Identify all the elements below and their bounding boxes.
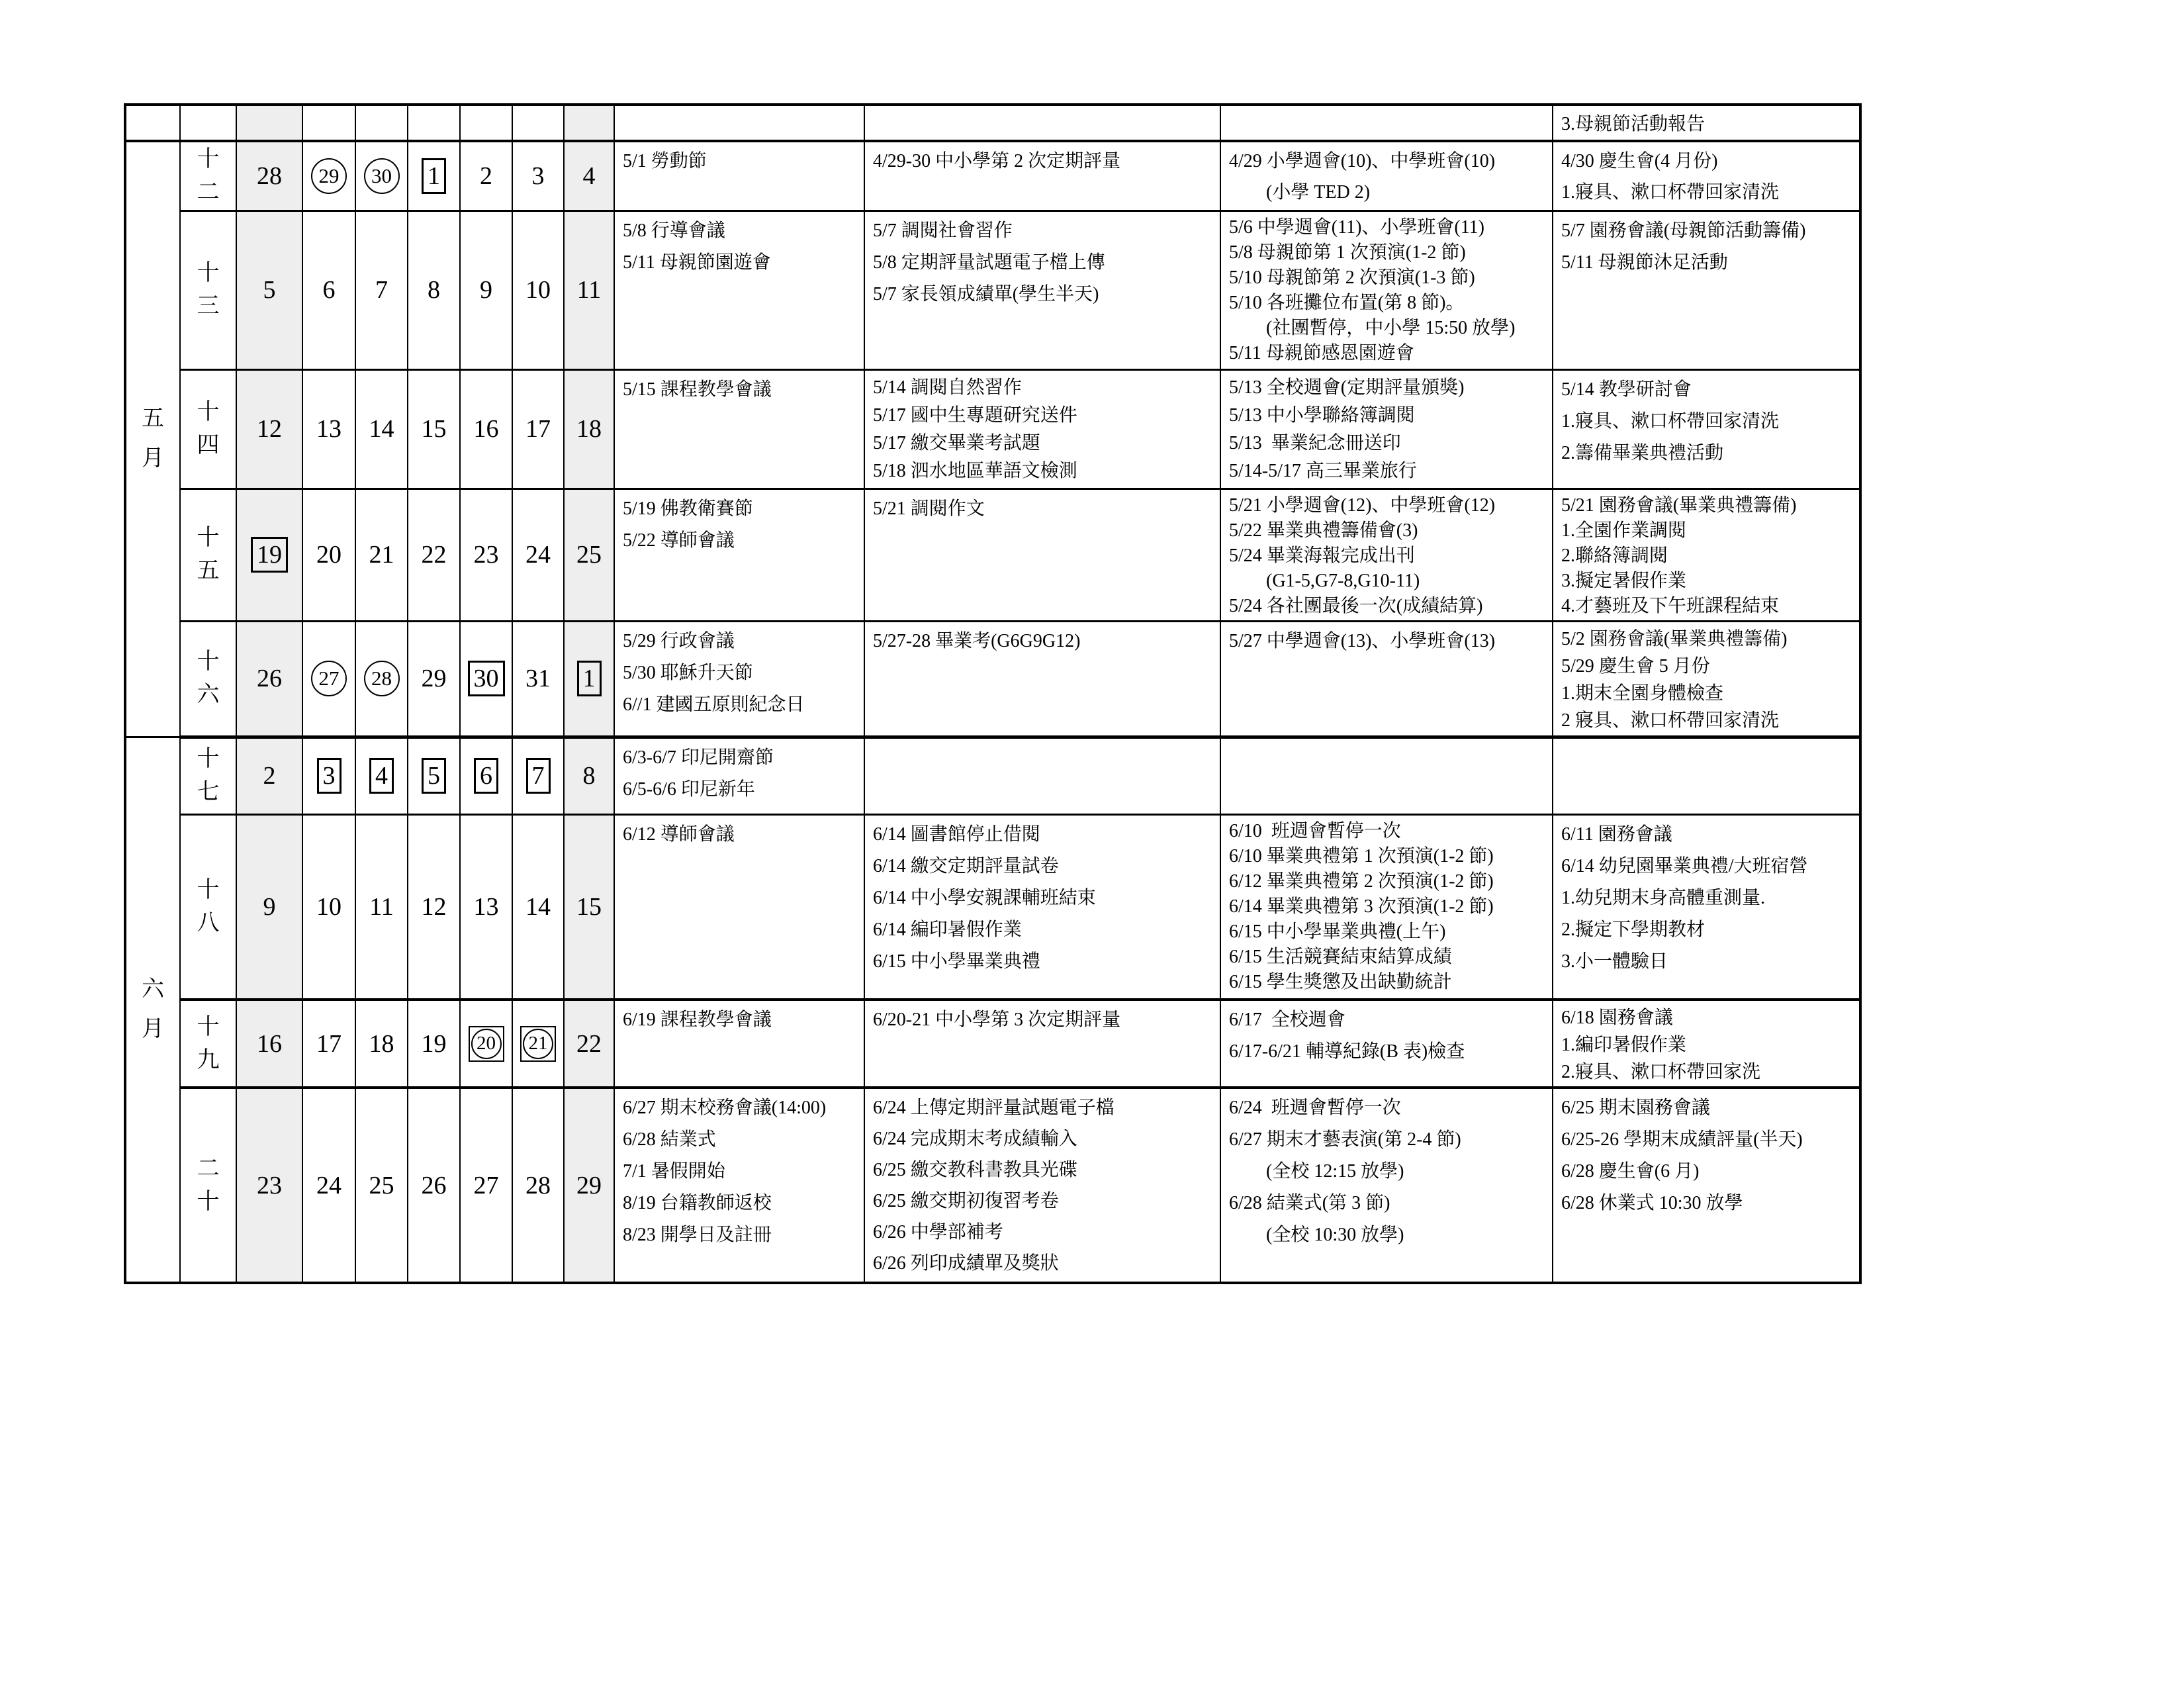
- event-text-line: 2.寢具、漱口杯帶回家洗: [1561, 1062, 1761, 1082]
- kindergarten-events-cell: [1553, 369, 1860, 489]
- event-text-line: 5/8 定期評量試題電子檔上傳: [873, 252, 1105, 273]
- vertical-char: 十: [197, 261, 220, 285]
- event-text-line: 6/25 繳交期初復習考卷: [873, 1191, 1059, 1211]
- week-vertical-label: [181, 401, 236, 457]
- event-text-line: 5/10 各班攤位布置(第 8 節)。: [1229, 292, 1465, 313]
- event-text-line: 6/15 學生獎懲及出缺勤統計: [1229, 971, 1452, 992]
- event-text-line: 2.聯絡簿調閱: [1561, 545, 1668, 566]
- kindergarten-events-cell: [1553, 211, 1860, 369]
- boxed-day-number: 19: [251, 537, 288, 573]
- vertical-char: 六: [142, 977, 164, 1002]
- academic-events-cell: [864, 1088, 1220, 1283]
- circled-day-number: 30: [364, 158, 400, 194]
- circled-day-number: 20: [471, 1029, 502, 1059]
- day-cell: 2: [236, 737, 302, 814]
- week-number-cell: [180, 737, 236, 814]
- kindergarten-events-cell: [1553, 737, 1860, 814]
- event-text-line: 5/14 教學研討會: [1561, 379, 1692, 400]
- day-cell: [302, 141, 355, 211]
- event-text-line: 6/27 期末校務會議(14:00): [623, 1098, 827, 1118]
- event-text-line: 6/14 中小學安親課輔班結束: [873, 887, 1096, 908]
- event-text-line: 5/11 母親節園遊會: [623, 252, 771, 273]
- day-cell: [236, 105, 302, 141]
- event-text-line: 1.編印暑假作業: [1561, 1035, 1687, 1055]
- event-text-line: 5/11 母親節沐足活動: [1561, 252, 1728, 273]
- vertical-char: 三: [197, 294, 220, 318]
- day-cell: 28: [236, 141, 302, 211]
- day-cell: [512, 1000, 564, 1088]
- vertical-char: 七: [197, 780, 220, 804]
- event-text-line: 6/15 生活競賽結束結算成績: [1229, 946, 1452, 967]
- day-cell: 5: [236, 211, 302, 369]
- day-cell: 11: [564, 211, 614, 369]
- day-cell: 7: [355, 211, 408, 369]
- day-cell: 29: [564, 1088, 614, 1283]
- event-text-line: 3.母親節活動報告: [1561, 114, 1706, 134]
- event-text-line: 5/13 畢業紀念冊送印: [1229, 432, 1401, 453]
- academic-events-cell: [864, 105, 1220, 141]
- student-affairs-cell: [1220, 621, 1553, 737]
- circled-day-number: 29: [311, 158, 347, 194]
- vertical-char: 九: [197, 1047, 220, 1072]
- day-cell: 4: [564, 141, 614, 211]
- academic-events-cell: [864, 489, 1220, 621]
- day-cell: 12: [236, 369, 302, 489]
- event-text-line: 1.寢具、漱口杯帶回家清洗: [1561, 410, 1780, 432]
- event-text-line: 6/25 繳交教科書教具光碟: [873, 1160, 1077, 1180]
- circled-day-number: 28: [364, 661, 400, 696]
- boxed-circled-day-number: [520, 1026, 556, 1062]
- event-text-line: 8/23 開學日及註冊: [623, 1225, 772, 1245]
- day-cell: 13: [302, 369, 355, 489]
- event-text-line: 6/15 中小學畢業典禮: [873, 951, 1040, 972]
- week-number-cell: [180, 814, 236, 1000]
- vertical-char: 五: [142, 406, 164, 432]
- week-number-cell: [180, 369, 236, 489]
- event-text-line: 5/10 母親節第 2 次預演(1-3 節): [1229, 267, 1475, 288]
- event-text-line: 2 寢具、漱口杯帶回家清洗: [1561, 710, 1780, 731]
- vertical-char: 十: [197, 400, 220, 424]
- day-cell: [564, 105, 614, 141]
- day-cell: 15: [408, 369, 460, 489]
- day-cell: 24: [302, 1088, 355, 1283]
- event-text-line: 6/27 期末才藝表演(第 2-4 節): [1229, 1129, 1461, 1150]
- student-affairs-cell: [1220, 369, 1553, 489]
- day-cell: 2: [460, 141, 512, 211]
- event-text-line: (小學 TED 2): [1229, 182, 1371, 203]
- vertical-char: 四: [197, 433, 220, 457]
- day-cell: 22: [408, 489, 460, 621]
- day-cell: 16: [236, 1000, 302, 1088]
- event-text-line: 5/14-5/17 高三畢業旅行: [1229, 460, 1417, 481]
- week-number-cell: [180, 1088, 236, 1283]
- event-text-line: 6/14 畢業典禮第 3 次預演(1-2 節): [1229, 896, 1494, 917]
- event-text-line: 1.幼兒期末身高體重測量.: [1561, 887, 1766, 908]
- day-cell: 23: [236, 1088, 302, 1283]
- festival-events-cell: [614, 737, 864, 814]
- festival-events-cell: [614, 489, 864, 621]
- day-cell: 9: [460, 211, 512, 369]
- event-text-line: 6/15 中小學畢業典禮(上午): [1229, 921, 1446, 942]
- day-cell: [302, 737, 355, 814]
- day-cell: [355, 621, 408, 737]
- event-text-line: 6/14 圖書館停止借閱: [873, 823, 1040, 845]
- event-text-line: 5/30 耶穌升天節: [623, 662, 753, 683]
- event-text-line: 5/22 畢業典禮籌備會(3): [1229, 520, 1418, 541]
- event-text-line: 6/18 園務會議: [1561, 1008, 1673, 1028]
- event-text-line: 6/25 期末園務會議: [1561, 1098, 1710, 1118]
- day-cell: [302, 621, 355, 737]
- day-cell: 17: [302, 1000, 355, 1088]
- event-text-line: 5/7 家長領成績單(學生半天): [873, 283, 1099, 305]
- event-text-line: 6/5-6/6 印尼新年: [623, 778, 755, 800]
- week-row-十三: [125, 211, 1860, 369]
- academic-events-cell: [864, 369, 1220, 489]
- event-text-line: 5/17 國中生專題研究送件: [873, 404, 1077, 426]
- school-calendar-table: [124, 103, 1862, 1284]
- festival-events-cell: [614, 1000, 864, 1088]
- student-affairs-cell: [1220, 105, 1553, 141]
- day-cell: 21: [355, 489, 408, 621]
- week-row-十七: [125, 737, 1860, 814]
- event-text-line: 5/21 園務會議(畢業典禮籌備): [1561, 494, 1797, 516]
- event-text-line: 5/8 行導會議: [623, 220, 725, 241]
- day-cell: [302, 105, 355, 141]
- day-cell: 10: [512, 211, 564, 369]
- student-affairs-cell: [1220, 814, 1553, 1000]
- event-text-line: 2.擬定下學期教材: [1561, 919, 1706, 940]
- event-text-line: 4.才藝班及下午班課程結束: [1561, 595, 1780, 616]
- event-text-line: 6/24 完成期末考成績輸入: [873, 1129, 1077, 1149]
- event-text-line: 6/28 休業式 10:30 放學: [1561, 1193, 1743, 1213]
- student-affairs-cell: [1220, 1000, 1553, 1088]
- vertical-char: 二: [197, 179, 220, 205]
- event-text-line: 5/17 繳交畢業考試題: [873, 432, 1040, 453]
- event-text-line: 5/14 調閱自然習作: [873, 377, 1022, 398]
- academic-events-cell: [864, 814, 1220, 1000]
- month-cell-empty: [125, 105, 180, 141]
- day-cell: 14: [355, 369, 408, 489]
- academic-events-cell: [864, 211, 1220, 369]
- month-vertical-label: [126, 978, 179, 1041]
- event-text-line: 6/12 畢業典禮第 2 次預演(1-2 節): [1229, 870, 1494, 892]
- week-row-十九: [125, 1000, 1860, 1088]
- event-text-line: 6/28 慶生會(6 月): [1561, 1161, 1700, 1182]
- day-cell: 20: [302, 489, 355, 621]
- week-number-cell: [180, 1000, 236, 1088]
- day-cell: 17: [512, 369, 564, 489]
- week-number-cell: [180, 105, 236, 141]
- festival-events-cell: [614, 1088, 864, 1283]
- event-text-line: 5/21 小學週會(12)、中學班會(12): [1229, 494, 1496, 516]
- event-text-line: 5/15 課程教學會議: [623, 379, 772, 400]
- boxed-day-number: 1: [422, 158, 446, 194]
- event-text-line: 6/28 結業式(第 3 節): [1229, 1193, 1390, 1213]
- month-label-june: [125, 737, 180, 1283]
- event-text-line: 5/8 母親節第 1 次預演(1-2 節): [1229, 242, 1466, 263]
- event-text-line: 5/27 中學週會(13)、小學班會(13): [1229, 630, 1496, 651]
- event-text-line: 6/24 上傳定期評量試題電子檔: [873, 1098, 1115, 1118]
- event-text-line: 5/11 母親節感恩園遊會: [1229, 342, 1414, 363]
- event-text-line: 2.籌備畢業典禮活動: [1561, 442, 1724, 463]
- day-cell: 29: [408, 621, 460, 737]
- vertical-char: 八: [197, 910, 220, 935]
- month-label-may: [125, 141, 180, 737]
- week-row-十六: [125, 621, 1860, 737]
- month-vertical-label: [126, 408, 179, 470]
- event-text-line: 6/12 導師會議: [623, 823, 735, 845]
- event-text-line: 6/17-6/21 輔導紀錄(B 表)檢查: [1229, 1041, 1465, 1062]
- day-cell: 8: [564, 737, 614, 814]
- week-vertical-label: [181, 527, 236, 583]
- academic-events-cell: [864, 737, 1220, 814]
- day-cell: [512, 737, 564, 814]
- day-cell: [564, 621, 614, 737]
- festival-events-cell: [614, 105, 864, 141]
- academic-events-cell: [864, 621, 1220, 737]
- carryover-row: [125, 105, 1860, 141]
- week-number-cell: [180, 489, 236, 621]
- kindergarten-events-cell: [1553, 105, 1860, 141]
- boxed-day-number: 6: [474, 758, 498, 794]
- event-text-line: 6/10 畢業典禮第 1 次預演(1-2 節): [1229, 845, 1494, 867]
- day-cell: 31: [512, 621, 564, 737]
- event-text-line: 5/22 導師會議: [623, 530, 735, 551]
- academic-events-cell: [864, 141, 1220, 211]
- student-affairs-cell: [1220, 489, 1553, 621]
- event-text-line: 6/10 班週會暫停一次: [1229, 820, 1401, 841]
- day-cell: 26: [236, 621, 302, 737]
- event-text-line: 6/20-21 中小學第 3 次定期評量: [873, 1009, 1121, 1030]
- day-cell: 19: [408, 1000, 460, 1088]
- event-text-line: 5/7 園務會議(母親節活動籌備): [1561, 220, 1806, 241]
- event-text-line: 5/13 中小學聯絡簿調閱: [1229, 404, 1415, 426]
- event-text-line: 6/28 結業式: [623, 1129, 716, 1150]
- vertical-char: 月: [142, 1017, 164, 1042]
- vertical-char: 六: [197, 682, 220, 707]
- day-cell: [460, 621, 512, 737]
- student-affairs-cell: [1220, 1088, 1553, 1283]
- event-text-line: 5/29 慶生會 5 月份: [1561, 655, 1710, 677]
- event-text-line: 6/24 班週會暫停一次: [1229, 1098, 1401, 1118]
- day-cell: 12: [408, 814, 460, 1000]
- day-cell: 25: [564, 489, 614, 621]
- day-cell: 27: [460, 1088, 512, 1283]
- vertical-char: 月: [142, 446, 164, 471]
- event-text-line: 5/1 勞動節: [623, 151, 707, 171]
- day-cell: 6: [302, 211, 355, 369]
- event-text-line: 1.期末全園身體檢查: [1561, 682, 1724, 704]
- event-text-line: 6/26 列印成績單及獎狀: [873, 1253, 1059, 1274]
- event-text-line: 6/11 園務會議: [1561, 823, 1672, 845]
- kindergarten-events-cell: [1553, 1000, 1860, 1088]
- vertical-char: 十: [197, 1014, 220, 1039]
- festival-events-cell: [614, 621, 864, 737]
- week-number-cell: [180, 141, 236, 211]
- day-cell: [460, 105, 512, 141]
- boxed-circled-day-number: [469, 1026, 504, 1062]
- day-cell: 25: [355, 1088, 408, 1283]
- kindergarten-events-cell: [1553, 141, 1860, 211]
- day-cell: [460, 1000, 512, 1088]
- day-cell: 23: [460, 489, 512, 621]
- boxed-day-number: 30: [468, 661, 505, 696]
- vertical-char: 十: [197, 649, 220, 674]
- festival-events-cell: [614, 814, 864, 1000]
- event-text-line: 6/25-26 學期末成績評量(半天): [1561, 1129, 1803, 1150]
- day-cell: [408, 141, 460, 211]
- event-text-line: (全校 12:15 放學): [1229, 1161, 1404, 1182]
- day-cell: 10: [302, 814, 355, 1000]
- event-text-line: 8/19 台籍教師返校: [623, 1193, 772, 1213]
- kindergarten-events-cell: [1553, 1088, 1860, 1283]
- festival-events-cell: [614, 141, 864, 211]
- week-number-cell: [180, 211, 236, 369]
- event-text-line: 5/24 畢業海報完成出刊: [1229, 545, 1415, 566]
- event-text-line: (G1-5,G7-8,G10-11): [1229, 570, 1420, 591]
- day-cell: 13: [460, 814, 512, 1000]
- day-cell: 11: [355, 814, 408, 1000]
- week-vertical-label: [181, 879, 236, 935]
- student-affairs-cell: [1220, 737, 1553, 814]
- day-cell: 28: [512, 1088, 564, 1283]
- day-cell: 18: [355, 1000, 408, 1088]
- event-text-line: 1.寢具、漱口杯帶回家清洗: [1561, 182, 1780, 203]
- week-vertical-label: [181, 262, 236, 318]
- event-text-line: 6/19 課程教學會議: [623, 1009, 772, 1030]
- event-text-line: 6/14 繳交定期評量試卷: [873, 855, 1059, 876]
- event-text-line: 6/14 編印暑假作業: [873, 919, 1022, 940]
- day-cell: 26: [408, 1088, 460, 1283]
- event-text-line: 5/7 調閱社會習作: [873, 220, 1013, 241]
- day-cell: [355, 141, 408, 211]
- day-cell: 14: [512, 814, 564, 1000]
- event-text-line: 6/3-6/7 印尼開齋節: [623, 747, 774, 768]
- day-cell: [408, 105, 460, 141]
- event-text-line: 6/14 幼兒園畢業典禮/大班宿營: [1561, 855, 1808, 876]
- circled-day-number: 21: [523, 1029, 553, 1059]
- vertical-char: 二: [197, 1156, 220, 1181]
- event-text-line: 5/18 泗水地區華語文檢測: [873, 460, 1077, 481]
- day-cell: 16: [460, 369, 512, 489]
- boxed-day-number: 3: [317, 758, 341, 794]
- event-text-line: 7/1 暑假開始: [623, 1161, 725, 1182]
- day-cell: 24: [512, 489, 564, 621]
- day-cell: [460, 737, 512, 814]
- event-text-line: 5/21 調閱作文: [873, 498, 985, 519]
- event-text-line: 5/29 行政會議: [623, 630, 735, 651]
- festival-events-cell: [614, 211, 864, 369]
- day-cell: 9: [236, 814, 302, 1000]
- student-affairs-cell: [1220, 211, 1553, 369]
- week-row-十四: [125, 369, 1860, 489]
- circled-day-number: 27: [311, 661, 347, 696]
- event-text-line: 3.小一體驗日: [1561, 951, 1668, 972]
- day-cell: [512, 105, 564, 141]
- day-cell: [355, 105, 408, 141]
- festival-events-cell: [614, 369, 864, 489]
- event-text-line: 4/30 慶生會(4 月份): [1561, 151, 1718, 171]
- week-vertical-label: [181, 148, 236, 204]
- week-row-二十: [125, 1088, 1860, 1283]
- event-text-line: 5/27-28 畢業考(G6G9G12): [873, 630, 1081, 651]
- event-text-line: 3.擬定暑假作業: [1561, 570, 1687, 591]
- day-cell: 15: [564, 814, 614, 1000]
- event-text-line: 5/19 佛教衛賽節: [623, 498, 753, 519]
- vertical-char: 十: [197, 1189, 220, 1214]
- event-text-line: 5/24 各社團最後一次(成績結算): [1229, 595, 1483, 616]
- day-cell: [236, 489, 302, 621]
- event-text-line: 6//1 建國五原則紀念日: [623, 694, 805, 715]
- week-vertical-label: [181, 1158, 236, 1213]
- boxed-day-number: 4: [369, 758, 394, 794]
- week-vertical-label: [181, 1016, 236, 1072]
- event-text-line: 4/29 小學週會(10)、中學班會(10): [1229, 151, 1496, 171]
- kindergarten-events-cell: [1553, 814, 1860, 1000]
- event-text-line: 6/17 全校週會: [1229, 1009, 1345, 1030]
- event-text-line: 5/13 全校週會(定期評量頒獎): [1229, 377, 1465, 398]
- vertical-char: 十: [197, 747, 220, 771]
- boxed-day-number: 7: [526, 758, 551, 794]
- vertical-char: 十: [197, 526, 220, 550]
- vertical-char: 五: [197, 559, 220, 583]
- kindergarten-events-cell: [1553, 489, 1860, 621]
- boxed-day-number: 1: [577, 661, 602, 696]
- event-text-line: 6/26 中學部補考: [873, 1222, 1003, 1243]
- week-vertical-label: [181, 651, 236, 706]
- event-text-line: (全校 10:30 放學): [1229, 1225, 1404, 1245]
- day-cell: [408, 737, 460, 814]
- event-text-line: 5/2 園務會議(畢業典禮籌備): [1561, 628, 1788, 649]
- week-row-十二: [125, 141, 1860, 211]
- day-cell: 22: [564, 1000, 614, 1088]
- week-number-cell: [180, 621, 236, 737]
- day-cell: 18: [564, 369, 614, 489]
- boxed-day-number: 5: [422, 758, 446, 794]
- student-affairs-cell: [1220, 141, 1553, 211]
- week-vertical-label: [181, 748, 236, 804]
- kindergarten-events-cell: [1553, 621, 1860, 737]
- event-text-line: (社團暫停，中小學 15:50 放學): [1229, 317, 1516, 338]
- week-row-十五: [125, 489, 1860, 621]
- academic-events-cell: [864, 1000, 1220, 1088]
- vertical-char: 十: [197, 877, 220, 902]
- day-cell: [355, 737, 408, 814]
- week-row-十八: [125, 814, 1860, 1000]
- day-cell: 8: [408, 211, 460, 369]
- vertical-char: 十: [197, 146, 220, 171]
- day-cell: 3: [512, 141, 564, 211]
- event-text-line: 4/29-30 中小學第 2 次定期評量: [873, 151, 1121, 171]
- event-text-line: 5/6 中學週會(11)、小學班會(11): [1229, 216, 1484, 238]
- event-text-line: 1.全園作業調閱: [1561, 520, 1687, 541]
